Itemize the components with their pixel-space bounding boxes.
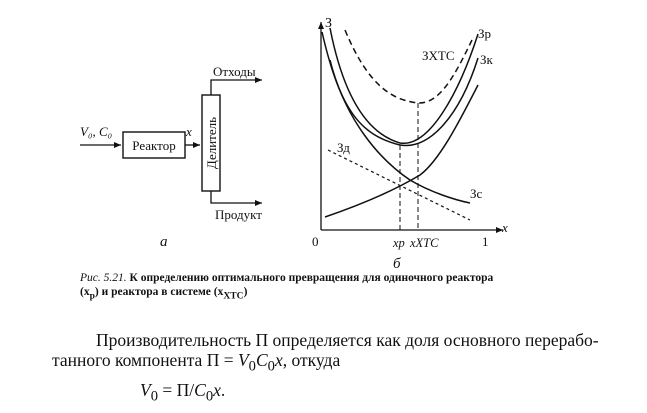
divider-label: Делитель [204,116,219,170]
caption-text-2c: ) и реактора в системе (x [94,286,224,298]
label-zp: Зр [478,26,492,41]
para-line-2a: танного компонента П = [52,350,238,370]
label-zk: Зк [480,52,493,67]
xxtc-label: xХТС [410,236,439,250]
body-paragraph [52,330,634,377]
x-flow-label: x [186,124,192,139]
x-end-label: 1 [482,234,489,249]
formula-c-sub: 0 [205,388,214,405]
para-v-sub: 0 [248,358,256,375]
formula-x: x [213,380,221,400]
para-c: C [255,350,268,370]
formula-c: C [194,380,206,400]
formula-v-sub: 0 [150,388,158,405]
caption-text-1: К определению оптимального превращения для одиночного реактора [129,272,494,284]
origin-label: 0 [312,234,319,249]
panel-a-label: а [160,234,168,250]
product-arrow [211,191,262,203]
reactor-label: Реактор [132,138,176,153]
input-label: V₀, C₀ [80,124,113,139]
waste-arrow [211,80,262,95]
x-axis-label: x [502,220,508,235]
label-zs: Зс [470,186,483,201]
curve-zd [328,150,470,220]
caption-text-2d: ХТС [223,290,244,302]
formula [140,380,225,406]
caption-text-2a: (x [80,286,90,298]
para-c-sub: 0 [267,358,275,375]
para-x: x [274,350,283,370]
label-zd: Зд [337,140,350,155]
para-line-1: Производительность П определяется как доля основного перерабо- [96,330,599,350]
xp-label: xр [393,236,405,250]
figure-caption [80,271,600,303]
caption-number: Рис. 5.21. [80,272,127,284]
curve-zxtc [345,30,472,103]
para-line-2g: , откуда [282,350,341,370]
waste-label: Отходы [213,64,256,79]
caption-text-2b: р [89,290,95,302]
formula-dot: . [220,380,226,400]
formula-v: V [140,380,151,400]
para-v: V [237,350,249,370]
label-zxtc: ЗХТС [422,48,455,63]
cost-chart [312,16,508,270]
panel-b-label: б [393,256,401,270]
block-diagram [80,64,262,250]
caption-text-2e: ) [243,286,248,298]
product-label: Продукт [215,207,262,222]
formula-eq: = П/ [158,380,195,400]
y-axis-label: З [325,16,333,31]
